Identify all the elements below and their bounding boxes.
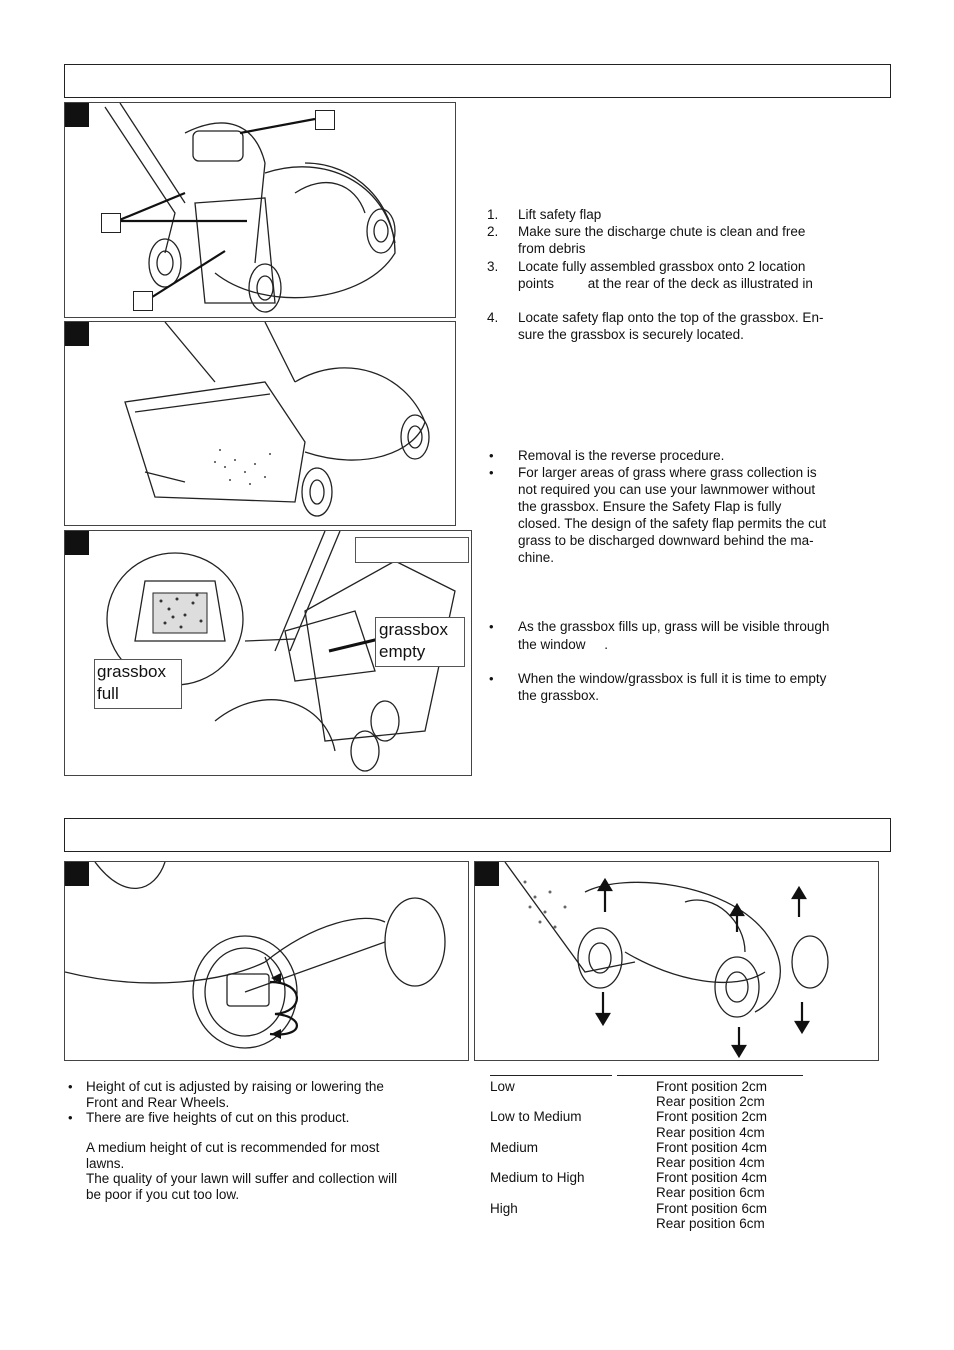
table-front: Front position 6cm <box>656 1201 768 1216</box>
indicator-text: the grassbox. <box>518 688 600 703</box>
figure-height-wheels <box>474 861 879 1061</box>
step-text: from debris <box>518 241 586 256</box>
bullet-dot: • <box>489 671 494 686</box>
label-frame <box>355 537 469 563</box>
mower-with-grassbox-illustration <box>65 322 455 525</box>
step-number: 1. <box>487 207 499 222</box>
mower-rear-illustration <box>65 103 455 317</box>
bullet-dot: • <box>489 448 494 463</box>
section-header-height-of-cut <box>64 818 891 852</box>
removal-text: not required you can use your lawnmower without <box>518 482 816 497</box>
figure-grassbox-indicator <box>64 530 472 776</box>
height-text: Height of cut is adjusted by raising or lowering the <box>86 1079 384 1094</box>
step-text: Locate fully assembled grassbox onto 2 location <box>518 259 806 274</box>
table-setting: High <box>490 1201 518 1216</box>
step-number: 3. <box>487 259 499 274</box>
callout-box <box>133 291 153 311</box>
step-text: Lift safety flap <box>518 207 602 222</box>
table-front: Front position 4cm <box>656 1170 768 1185</box>
table-front: Front position 2cm <box>656 1109 768 1124</box>
grassbox-empty-label: grassbox <box>379 620 448 639</box>
indicator-text: When the window/grassbox is full it is time to empty <box>518 671 827 686</box>
table-setting: Low <box>490 1079 515 1094</box>
table-rear: Rear position 6cm <box>656 1185 765 1200</box>
table-rear: Rear position 4cm <box>656 1125 765 1140</box>
indicator-text: As the grassbox fills up, grass will be visible through <box>518 619 830 634</box>
table-header-rule <box>617 1075 803 1076</box>
table-setting: Medium <box>490 1140 539 1155</box>
bullet-dot: • <box>68 1079 73 1094</box>
removal-text: the grassbox. Ensure the Safety Flap is fully <box>518 499 782 514</box>
height-note: lawns. <box>86 1156 125 1171</box>
step-number: 2. <box>487 224 499 239</box>
removal-text: Removal is the reverse procedure. <box>518 448 725 463</box>
bullet-dot: • <box>489 465 494 480</box>
removal-text: closed. The design of the safety flap permits the cut <box>518 516 827 531</box>
bullet-dot: • <box>489 619 494 634</box>
height-note: A medium height of cut is recommended for most <box>86 1140 380 1155</box>
grassbox-empty-label: empty <box>379 642 426 661</box>
table-setting: Medium to High <box>490 1170 585 1185</box>
wheels-adjust-illustration <box>475 862 878 1060</box>
step-text: sure the grassbox is securely located. <box>518 327 744 342</box>
table-front: Front position 2cm <box>656 1079 768 1094</box>
wheel-lever-illustration <box>65 862 468 1060</box>
height-text: There are five heights of cut on this product. <box>86 1110 350 1125</box>
step-text: Locate safety flap onto the top of the grassbox. En- <box>518 310 824 325</box>
bullet-dot: • <box>68 1110 73 1125</box>
removal-text: grass to be discharged downward behind the ma- <box>518 533 814 548</box>
height-note: The quality of your lawn will suffer and collection will <box>86 1171 398 1186</box>
step-number: 4. <box>487 310 499 325</box>
step-text: Make sure the discharge chute is clean and free <box>518 224 806 239</box>
table-front: Front position 4cm <box>656 1140 768 1155</box>
height-note: be poor if you cut too low. <box>86 1187 240 1202</box>
height-text: Front and Rear Wheels. <box>86 1095 230 1110</box>
callout-box <box>315 110 335 130</box>
callout-box <box>101 213 121 233</box>
figure-grassbox-fitted <box>64 321 456 526</box>
table-rear: Rear position 4cm <box>656 1155 765 1170</box>
table-rear: Rear position 6cm <box>656 1216 765 1231</box>
table-setting: Low to Medium <box>490 1109 582 1124</box>
table-rear: Rear position 2cm <box>656 1094 765 1109</box>
removal-text: For larger areas of grass where grass collection is <box>518 465 817 480</box>
grassbox-full-label: grassbox <box>97 662 166 681</box>
grassbox-full-label: full <box>97 684 119 703</box>
section-header-grassbox <box>64 64 891 98</box>
table-header-rule <box>490 1075 612 1076</box>
figure-fit-grassbox <box>64 102 456 318</box>
removal-text: chine. <box>518 550 555 565</box>
step-text: points at the rear of the deck as illustrated in <box>518 276 813 291</box>
figure-height-lever <box>64 861 469 1061</box>
indicator-text: the window . <box>518 637 609 652</box>
